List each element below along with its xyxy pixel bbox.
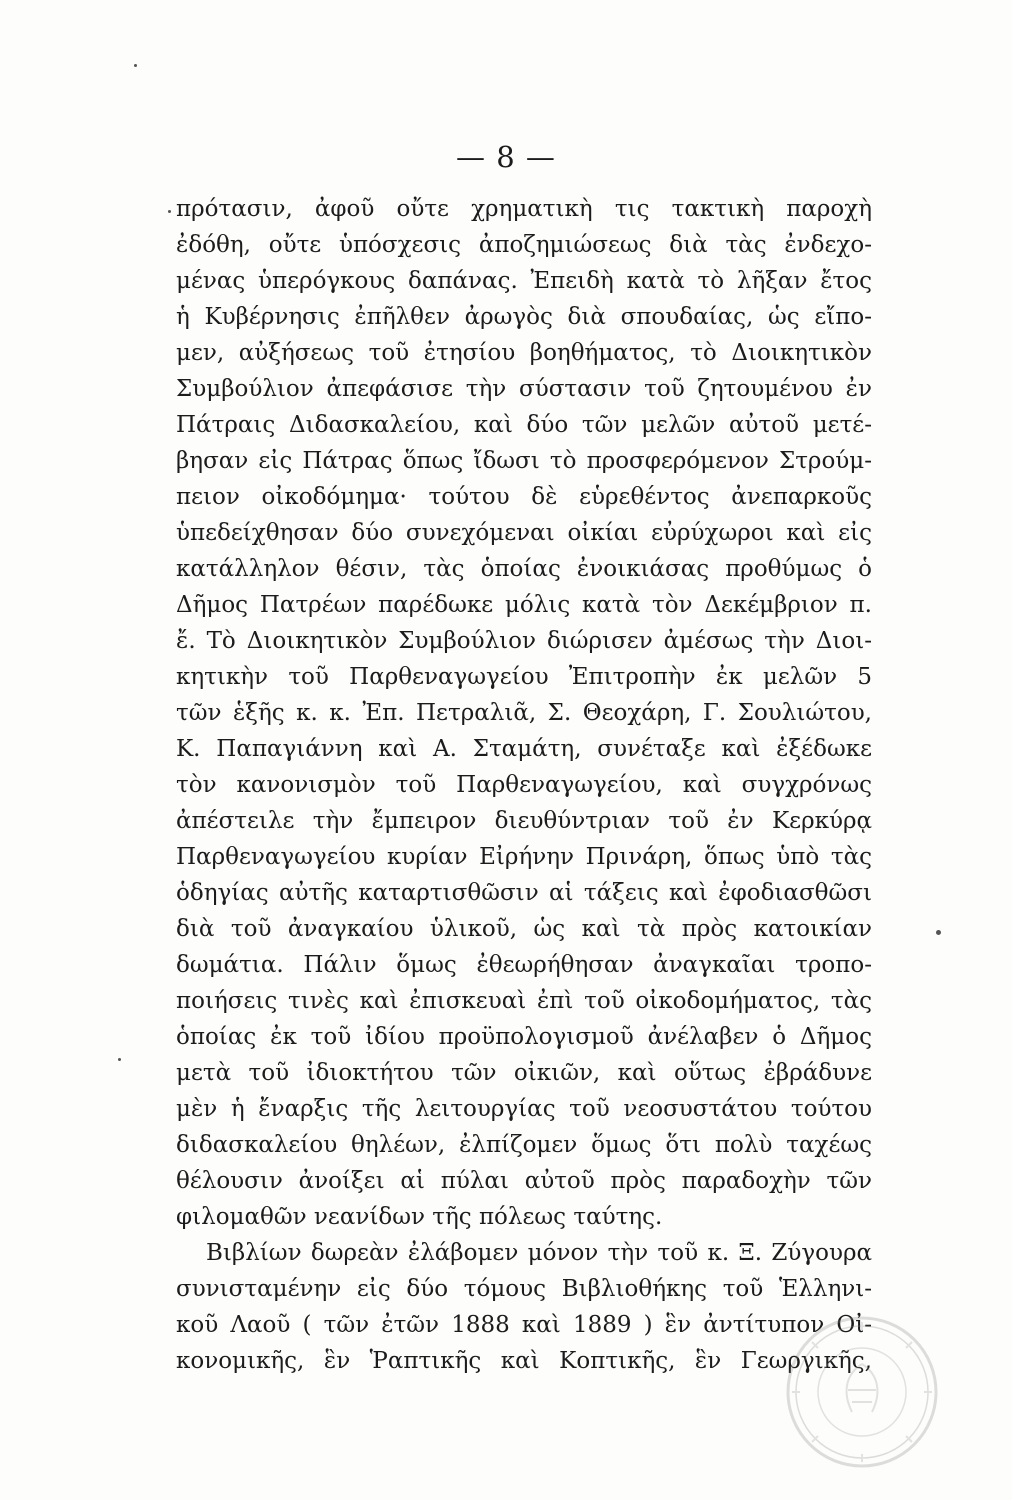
text-line: δωμάτια. Πάλιν ὅμως ἐθεωρήθησαν ἀναγκαῖαι τροπο- <box>176 952 872 978</box>
text-line: Παρθεναγωγείου κυρίαν Εἰρήνην Πρινάρη, ὅπως ὑπὸ τὰς <box>176 844 872 870</box>
text-line: θέλουσιν ἀνοίξει αἱ πύλαι αὐτοῦ πρὸς παραδοχὴν τῶν <box>176 1168 872 1194</box>
text-line: Πάτραις Διδασκαλείου, καὶ δύο τῶν μελῶν αὐτοῦ μετέ- <box>176 412 872 438</box>
text-line: Κ. Παπαγιάννη καὶ Α. Σταμάτη, συνέταξε καὶ ἐξέδωκε <box>176 736 872 762</box>
text-line: διδασκαλείου θηλέων, ἐλπίζομεν ὅμως ὅτι πολὺ ταχέως <box>176 1132 872 1158</box>
scan-speck <box>168 210 171 213</box>
text-line: ἔ. Τὸ Διοικητικὸν Συμβούλιον διώρισεν ἀμέσως τὴν Διοι- <box>176 628 872 654</box>
text-line: διὰ τοῦ ἀναγκαίου ὑλικοῦ, ὡς καὶ τὰ πρὸς κατοικίαν <box>176 916 872 942</box>
text-line: Δῆμος Πατρέων παρέδωκε μόλις κατὰ τὸν Δεκέμβριον π. <box>176 592 872 618</box>
text-line: συνισταμένην εἰς δύο τόμους Βιβλιοθήκης τοῦ Ἑλληνι- <box>176 1276 872 1302</box>
text-line: ὁδηγίας αὐτῆς καταρτισθῶσιν αἱ τάξεις καὶ ἐφοδιασθῶσι <box>176 880 872 906</box>
body-text <box>176 191 872 1379</box>
text-line: ὑπεδείχθησαν δύο συνεχόμεναι οἰκίαι εὐρύχωροι καὶ εἰς <box>176 520 872 546</box>
page-number: — 8 — <box>456 140 556 174</box>
text-line: κητικὴν τοῦ Παρθεναγωγείου Ἐπιτροπὴν ἐκ μελῶν 5 <box>176 664 872 690</box>
text-line: ἀπέστειλε τὴν ἔμπειρον διευθύντριαν τοῦ ἐν Κερκύρᾳ <box>176 808 872 834</box>
text-line: Συμβούλιον ἀπεφάσισε τὴν σύστασιν τοῦ ζητουμένου ἐν <box>176 376 872 402</box>
text-line: μὲν ἡ ἔναρξις τῆς λειτουργίας τοῦ νεοσυστάτου τούτου <box>176 1096 872 1122</box>
scan-speck <box>118 1058 121 1061</box>
text-line: ἡ Κυβέρνησις ἐπῆλθεν ἀρωγὸς διὰ σπουδαίας, ὡς εἴπο- <box>176 304 872 330</box>
text-line: κοῦ Λαοῦ ( τῶν ἐτῶν 1888 καὶ 1889 ) ἓν ἀντίτυπον Οἰ- <box>176 1312 872 1338</box>
library-seal-icon <box>782 1312 942 1472</box>
text-line: πρότασιν, ἀφοῦ οὔτε χρηματικὴ τις τακτικὴ παροχὴ <box>176 196 872 222</box>
text-line: μένας ὑπερόγκους δαπάνας. Ἐπειδὴ κατὰ τὸ λῆξαν ἔτος <box>176 268 872 294</box>
scan-speck <box>134 64 137 67</box>
text-line: κονομικῆς, ἓν Ῥαπτικῆς καὶ Κοπτικῆς, ἓν Γεωργικῆς, <box>176 1348 872 1374</box>
text-line: ὁποίας ἐκ τοῦ ἰδίου προϋπολογισμοῦ ἀνέλαβεν ὁ Δῆμος <box>176 1024 872 1050</box>
text-line: φιλομαθῶν νεανίδων τῆς πόλεως ταύτης. <box>176 1204 663 1230</box>
text-line: ἐδόθη, οὔτε ὑπόσχεσις ἀποζημιώσεως διὰ τὰς ἐνδεχο- <box>176 232 872 258</box>
text-line: μετὰ τοῦ ἰδιοκτήτου τῶν οἰκιῶν, καὶ οὕτως ἐβράδυνε <box>176 1060 872 1086</box>
text-line: τὸν κανονισμὸν τοῦ Παρθεναγωγείου, καὶ συγχρόνως <box>176 772 872 798</box>
text-line: πειον οἰκοδόμημα· τούτου δὲ εὑρεθέντος ἀνεπαρκοῦς <box>176 484 872 510</box>
scan-speck <box>936 930 941 935</box>
text-line: μεν, αὐξήσεως τοῦ ἐτησίου βοηθήματος, τὸ Διοικητικὸν <box>176 340 872 366</box>
text-line: κατάλληλον θέσιν, τὰς ὁποίας ἐνοικιάσας προθύμως ὁ <box>176 556 872 582</box>
text-line: τῶν ἑξῆς κ. κ. Ἐπ. Πετραλιᾶ, Σ. Θεοχάρη, Γ. Σουλιώτου, <box>176 700 872 726</box>
text-line: Βιβλίων δωρεὰν ἐλάβομεν μόνον τὴν τοῦ κ. Ξ. Ζύγουρα <box>206 1240 872 1266</box>
text-line: βησαν εἰς Πάτρας ὅπως ἴδωσι τὸ προσφερόμενον Στρούμ- <box>176 448 872 474</box>
text-line: ποιήσεις τινὲς καὶ ἐπισκευαὶ ἐπὶ τοῦ οἰκοδομήματος, τὰς <box>176 988 872 1014</box>
